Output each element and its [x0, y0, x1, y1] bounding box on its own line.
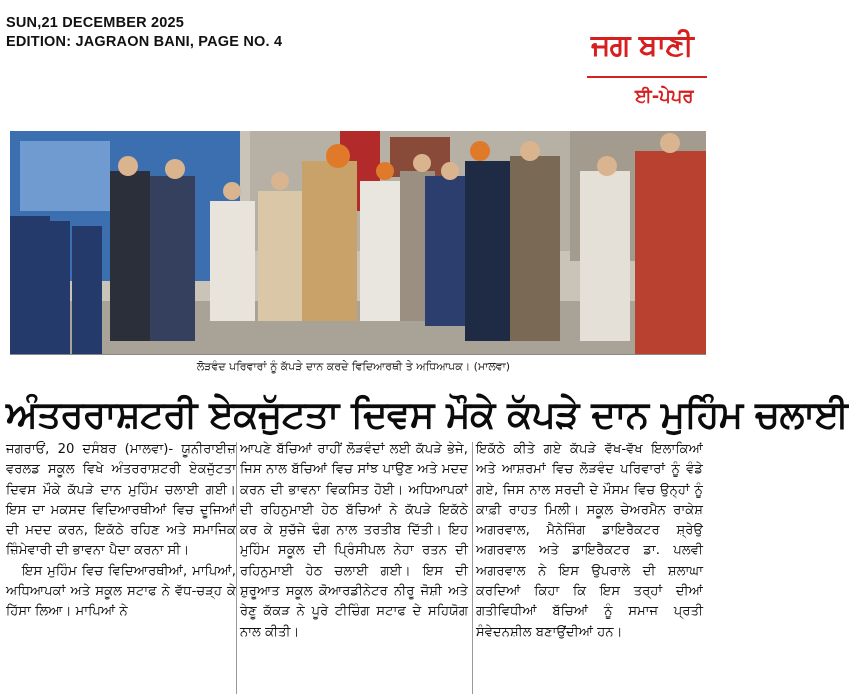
column-divider — [472, 442, 473, 694]
article-column-3 — [476, 440, 703, 643]
photo-caption: ਲੋੜਵੰਦ ਪਰਿਵਾਰਾਂ ਨੂੰ ਕੱਪੜੇ ਦਾਨ ਕਰਦੇ ਵਿਦਿਆਰਥੀ ਤੇ ਅਧਿਆਪਕ। (ਮਾਲਵਾ) — [196, 360, 511, 373]
article-paragraph: ਆਪਣੇ ਬੱਚਿਆਂ ਰਾਹੀਂ ਲੋੜਵੰਦਾਂ ਲਈ ਕੱਪੜੇ ਭੇਜੇ, ਜਿਸ ਨਾਲ ਬੱਚਿਆਂ ਵਿਚ ਸਾਂਝ ਪਾਉਣ ਅਤੇ ਮਦਦ ਕਰਨ ਦੀ ਭਾਵਨਾ ਵਿਕਸਿਤ ਹੋਈ। ਅਧਿਆਪਕਾਂ ਦੀ ਰਹਿਨੁਮਾਈ ਹੇਠ ਬੱਚਿਆਂ ਨੇ ਕੱਪੜੇ ਇਕੱਠੇ ਕਰ ਕੇ ਸੁਚੱਜੇ ਢੰਗ ਨਾਲ ਤਰਤੀਬ ਦਿੱਤੀ। ਇਹ ਮੁਹਿੰਮ ਸਕੂਲ ਦੀ ਪ੍ਰਿੰਸੀਪਲ ਨੇਹਾ ਰਤਨ ਦੀ ਰਹਿਨੁਮਾਈ ਹੇਠ ਚਲਾਈ ਗਈ। ਇਸ ਦੀ ਸ਼ੁਰੂਆਤ ਸਕੂਲ ਕੋਆਰਡੀਨੇਟਰ ਨੀਰੂ ਜੋਸ਼ੀ ਅਤੇ ਰੇਣੂ ਕੱਕੜ ਨੇ ਪੂਰੇ ਟੀਚਿੰਗ ਸਟਾਫ ਦੇ ਸਹਿਯੋਗ ਨਾਲ ਕੀਤੀ। — [240, 442, 468, 640]
article-headline: ਅੰਤਰਰਾਸ਼ਟਰੀ ਏਕਜੁੱਟਤਾ ਦਿਵਸ ਮੌਕੇ ਕੱਪੜੇ ਦਾਨ ਮੁਹਿੰਮ ਚਲਾਈ — [6, 393, 849, 436]
edition-name: EDITION: JAGRAON BANI, PAGE NO. 4 — [6, 34, 283, 50]
epaper-label: ਈ-ਪੇਪਰ — [635, 86, 694, 107]
article-column-1 — [6, 440, 236, 623]
newspaper-masthead — [587, 28, 707, 118]
article-paragraph: ਜਗਰਾਓਂ, 20 ਦਸੰਬਰ (ਮਾਲਵਾ)- ਯੂਨੀਰਾਈਜ਼ ਵਰਲਡ ਸਕੂਲ ਵਿਖੇ ਅੰਤਰਰਾਸ਼ਟਰੀ ਏਕਜੁੱਟਤਾ ਦਿਵਸ ਮੌਕੇ ਕੱਪੜੇ ਦਾਨ ਮੁਹਿੰਮ ਚਲਾਈ ਗਈ। ਇਸ ਦਾ ਮਕਸਦ ਵਿਦਿਆਰਥੀਆਂ ਵਿਚ ਦੂਜਿਆਂ ਦੀ ਮਦਦ ਕਰਨ, ਇਕੱਠੇ ਰਹਿਣ ਅਤੇ ਸਮਾਜਿਕ ਜ਼ਿੰਮੇਵਾਰੀ ਦੀ ਭਾਵਨਾ ਪੈਦਾ ਕਰਨਾ ਸੀ। — [6, 442, 236, 559]
jagbani-logo: ਜਗ ਬਾਣੀ — [591, 28, 693, 63]
article-paragraph: ਇਕੱਠੇ ਕੀਤੇ ਗਏ ਕੱਪੜੇ ਵੱਖ-ਵੱਖ ਇਲਾਕਿਆਂ ਅਤੇ ਆਸ਼ਰਮਾਂ ਵਿਚ ਲੋੜਵੰਦ ਪਰਿਵਾਰਾਂ ਨੂੰ ਵੰਡੇ ਗਏ, ਜਿਸ ਨਾਲ ਸਰਦੀ ਦੇ ਮੌਸਮ ਵਿਚ ਉਨ੍ਹਾਂ ਨੂੰ ਕਾਫ਼ੀ ਰਾਹਤ ਮਿਲੀ। ਸਕੂਲ ਚੇਅਰਮੈਨ ਰਾਕੇਸ਼ ਅਗਰਵਾਲ, ਮੈਨੇਜਿੰਗ ਡਾਇਰੈਕਟਰ ਸ਼੍ਰੇਉ ਅਗਰਵਾਲ ਅਤੇ ਡਾਇਰੈਕਟਰ ਡਾ. ਪਲਵੀ ਅਗਰਵਾਲ ਨੇ ਇਸ ਉਪਰਾਲੇ ਦੀ ਸ਼ਲਾਘਾ ਕਰਦਿਆਂ ਕਿਹਾ ਕਿ ਇਸ ਤਰ੍ਹਾਂ ਦੀਆਂ ਗਤੀਵਿਧੀਆਂ ਬੱਚਿਆਂ ਨੂੰ ਸਮਾਜ ਪ੍ਰਤੀ ਸੰਵੇਦਨਸ਼ੀਲ ਬਣਾਉਂਦੀਆਂ ਹਨ। — [476, 442, 703, 640]
edition-date: SUN,21 DECEMBER 2025 — [6, 15, 185, 31]
article-paragraph: ਇਸ ਮੁਹਿੰਮ ਵਿਚ ਵਿਦਿਆਰਥੀਆਂ, ਮਾਪਿਆਂ, ਅਧਿਆਪਕਾਂ ਅਤੇ ਸਕੂਲ ਸਟਾਫ ਨੇ ਵੱਧ-ਚੜ੍ਹ ਕੇ ਹਿੱਸਾ ਲਿਆ। ਮਾਪਿਆਂ ਨੇ — [6, 563, 236, 620]
column-divider — [236, 442, 237, 694]
masthead-rule — [587, 76, 707, 78]
article-column-2 — [240, 440, 468, 643]
news-photo — [10, 131, 706, 355]
group-photo-illustration — [10, 131, 706, 354]
edition-info — [6, 14, 282, 52]
